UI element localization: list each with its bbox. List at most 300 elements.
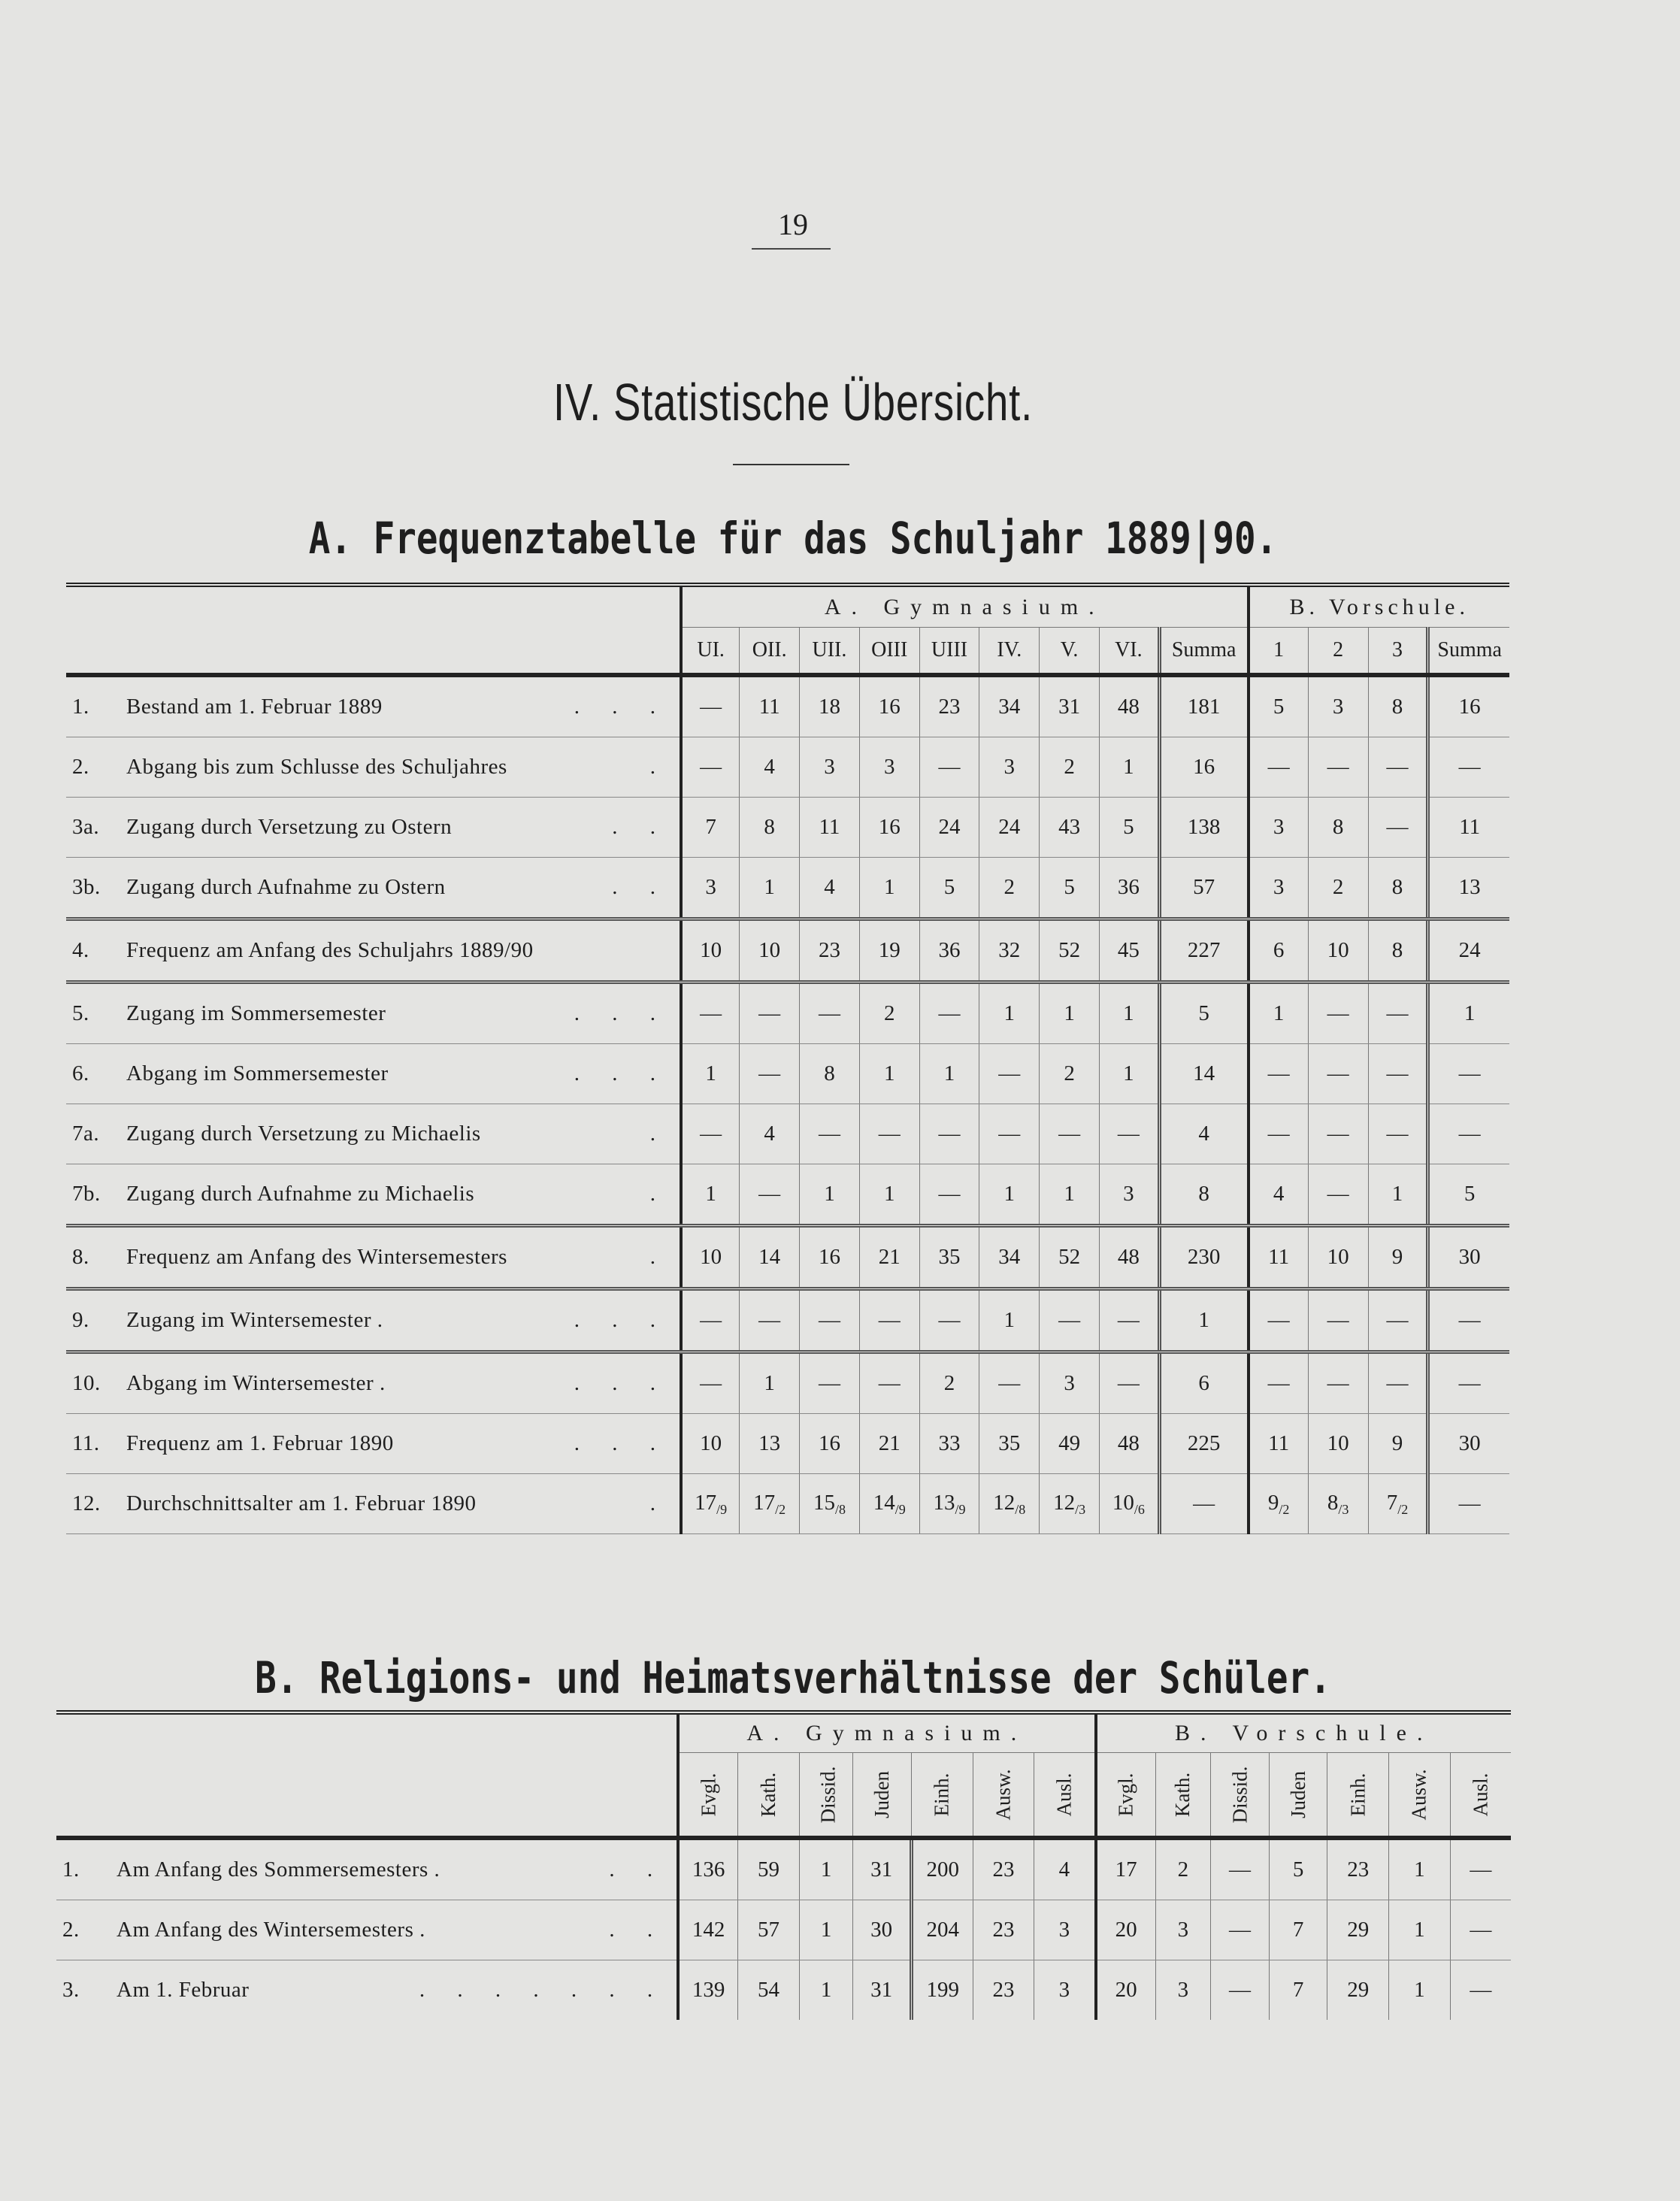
- table-cell: 23: [973, 1900, 1034, 1960]
- table-cell: 138: [1159, 798, 1248, 858]
- table-cell: 48: [1099, 675, 1159, 737]
- table-cell: 2: [979, 858, 1040, 919]
- row-label-text: Abgang im Sommersemester: [126, 1061, 389, 1085]
- age-years: 7: [1386, 1490, 1398, 1515]
- table-cell: —: [740, 1289, 800, 1352]
- table-cell: —: [1249, 737, 1309, 798]
- row-number: 3a.: [72, 815, 100, 839]
- table-cell: 1: [1099, 1044, 1159, 1104]
- row-label-text: Frequenz am Anfang des Wintersemesters: [126, 1245, 507, 1269]
- table-cell: 34: [979, 675, 1040, 737]
- table-cell: 31: [853, 1838, 912, 1900]
- age-cell: [681, 1474, 740, 1534]
- table-cell: 136: [678, 1838, 738, 1900]
- age-fraction: /9: [716, 1501, 728, 1517]
- row-label: [56, 1960, 678, 2021]
- table-cell: 7: [681, 798, 740, 858]
- leader-dots: .: [649, 1245, 670, 1269]
- table-cell: 13: [1428, 858, 1509, 919]
- table-cell: 8: [1368, 675, 1428, 737]
- table-cell: 3: [1308, 675, 1368, 737]
- age-years: 17: [695, 1490, 717, 1515]
- frequency-table: [66, 583, 1509, 1534]
- table-cell: 1: [799, 1900, 852, 1960]
- row-label: [66, 675, 681, 737]
- table-cell: —: [1368, 798, 1428, 858]
- row-label: [56, 1900, 678, 1960]
- header-spacer: [66, 628, 681, 676]
- table-row: [66, 1226, 1509, 1289]
- leader-dots: . . . . . . .: [419, 1978, 667, 2002]
- age-cell: [1308, 1474, 1368, 1534]
- table-cell: 3: [1155, 1960, 1211, 2021]
- table-cell: —: [1308, 1104, 1368, 1164]
- table-cell: 4: [740, 1104, 800, 1164]
- table-cell: 29: [1327, 1900, 1389, 1960]
- table-cell: 3: [1034, 1960, 1096, 2021]
- table-cell: —: [1450, 1900, 1511, 1960]
- column-header-vorschule-1: 1: [1249, 628, 1309, 676]
- page-title: IV. Statistische Übersicht.: [552, 373, 1034, 431]
- leader-dots: . . .: [574, 1431, 670, 1455]
- table-cell: —: [1428, 1474, 1509, 1534]
- row-label: [66, 798, 681, 858]
- column-header-kath: Kath.: [738, 1753, 800, 1839]
- religion-table: [56, 1710, 1511, 2020]
- row-number: 3.: [62, 1978, 80, 2002]
- table-cell: 5: [1159, 982, 1248, 1044]
- row-number: 2.: [72, 755, 89, 779]
- table-cell: 23: [1327, 1838, 1389, 1900]
- table-cell: 1: [1389, 1838, 1451, 1900]
- table-row: [56, 1838, 1511, 1900]
- table-cell: —: [1308, 1044, 1368, 1104]
- table-cell: 1: [1389, 1900, 1451, 1960]
- table-cell: 3: [1099, 1164, 1159, 1226]
- table-cell: 20: [1096, 1900, 1156, 1960]
- table-cell: 3: [1249, 858, 1309, 919]
- table-cell: 16: [1428, 675, 1509, 737]
- row-label: [66, 737, 681, 798]
- row-label-text: Zugang im Wintersemester .: [126, 1308, 383, 1332]
- row-number: 4.: [72, 938, 89, 962]
- table-cell: —: [740, 1164, 800, 1226]
- table-cell: —: [1249, 1352, 1309, 1414]
- table-cell: 21: [859, 1414, 919, 1474]
- table-cell: —: [800, 982, 860, 1044]
- table-cell: 1: [681, 1044, 740, 1104]
- table-cell: 23: [973, 1960, 1034, 2021]
- table-row: [66, 982, 1509, 1044]
- row-label-text: Abgang bis zum Schlusse des Schuljahres: [126, 755, 507, 779]
- table-cell: 1: [859, 1164, 919, 1226]
- table-cell: 11: [800, 798, 860, 858]
- table-cell: 225: [1159, 1414, 1248, 1474]
- table-cell: 48: [1099, 1414, 1159, 1474]
- row-number: 2.: [62, 1918, 80, 1942]
- group-header-gymnasium: A. Gymnasium.: [681, 585, 1248, 628]
- row-label-text: Am Anfang des Sommersemesters .: [117, 1857, 440, 1882]
- table-cell: 1: [1249, 982, 1309, 1044]
- table-cell: 7: [1269, 1900, 1327, 1960]
- table-cell: 1: [1099, 982, 1159, 1044]
- table-row: [66, 798, 1509, 858]
- table-cell: 8: [1368, 919, 1428, 982]
- row-number: 8.: [72, 1245, 89, 1269]
- table-cell: 204: [911, 1900, 973, 1960]
- table-cell: 1: [1389, 1960, 1451, 2021]
- table-cell: 8: [1308, 798, 1368, 858]
- row-number: 1.: [72, 695, 89, 719]
- table-cell: 1: [681, 1164, 740, 1226]
- header-spacer: [56, 1712, 678, 1753]
- table-cell: 16: [800, 1414, 860, 1474]
- row-number: 6.: [72, 1061, 89, 1085]
- row-label-text: Am 1. Februar: [117, 1978, 250, 2002]
- row-label-text: Abgang im Wintersemester .: [126, 1371, 386, 1395]
- row-number: 10.: [72, 1371, 101, 1395]
- table-cell: 8: [1159, 1164, 1248, 1226]
- table-cell: 3: [1034, 1900, 1096, 1960]
- leader-dots: . . .: [574, 1371, 670, 1395]
- table-cell: 36: [919, 919, 979, 982]
- row-label-text: Frequenz am 1. Februar 1890: [126, 1431, 394, 1455]
- table-cell: —: [681, 737, 740, 798]
- table-cell: 5: [1249, 675, 1309, 737]
- age-cell: [1099, 1474, 1159, 1534]
- table-cell: 5: [919, 858, 979, 919]
- table-cell: 32: [979, 919, 1040, 982]
- age-years: 10: [1112, 1490, 1134, 1515]
- table-cell: 6: [1249, 919, 1309, 982]
- table-cell: 10: [740, 919, 800, 982]
- table-cell: 4: [1249, 1164, 1309, 1226]
- table-cell: 1: [799, 1838, 852, 1900]
- table-cell: —: [1099, 1352, 1159, 1414]
- table-cell: 52: [1040, 919, 1100, 982]
- table-cell: 16: [859, 798, 919, 858]
- table-cell: 23: [973, 1838, 1034, 1900]
- table-cell: 1: [1099, 737, 1159, 798]
- table-cell: —: [919, 1164, 979, 1226]
- row-label: [66, 1104, 681, 1164]
- column-header-evgl: Evgl.: [678, 1753, 738, 1839]
- age-fraction: /2: [1279, 1501, 1290, 1517]
- table-cell: —: [1368, 1352, 1428, 1414]
- table-cell: 2: [859, 982, 919, 1044]
- table-cell: 59: [738, 1838, 800, 1900]
- table-cell: —: [859, 1352, 919, 1414]
- row-label-text: Zugang im Sommersemester: [126, 1001, 386, 1025]
- table-row: [66, 1164, 1509, 1226]
- table-cell: 30: [1428, 1226, 1509, 1289]
- table-cell: 9: [1368, 1414, 1428, 1474]
- row-label: [66, 982, 681, 1044]
- age-fraction: /9: [955, 1501, 966, 1517]
- table-cell: —: [1040, 1104, 1100, 1164]
- table-cell: 24: [979, 798, 1040, 858]
- table-cell: —: [681, 1289, 740, 1352]
- row-label: [66, 1289, 681, 1352]
- table-cell: 2: [1040, 1044, 1100, 1104]
- row-label-text: Durchschnittsalter am 1. Februar 1890: [126, 1491, 477, 1515]
- table-row: [66, 1474, 1509, 1534]
- row-label-text: Zugang durch Versetzung zu Michaelis: [126, 1122, 481, 1146]
- table-cell: 139: [678, 1960, 738, 2021]
- table-cell: —: [1368, 1044, 1428, 1104]
- table-cell: 49: [1040, 1414, 1100, 1474]
- table-cell: 34: [979, 1226, 1040, 1289]
- table-cell: —: [740, 982, 800, 1044]
- row-number: 5.: [72, 1001, 89, 1025]
- section-a-title: A. Frequenztabelle für das Schuljahr 1889|90.: [308, 513, 1278, 564]
- table-cell: 3: [859, 737, 919, 798]
- table-cell: —: [1159, 1474, 1248, 1534]
- column-header-kath: Kath.: [1155, 1753, 1211, 1839]
- table-cell: 36: [1099, 858, 1159, 919]
- age-cell: [919, 1474, 979, 1534]
- leader-dots: . . .: [574, 1061, 670, 1085]
- leader-dots: . . .: [574, 1001, 670, 1025]
- table-cell: 24: [919, 798, 979, 858]
- table-cell: 181: [1159, 675, 1248, 737]
- row-label: [66, 1164, 681, 1226]
- age-fraction: /9: [894, 1501, 906, 1517]
- table-cell: —: [919, 737, 979, 798]
- table-cell: 3: [1155, 1900, 1211, 1960]
- table-cell: 30: [853, 1900, 912, 1960]
- age-fraction: /8: [1015, 1501, 1026, 1517]
- table-cell: —: [1368, 1104, 1428, 1164]
- age-years: 17: [753, 1490, 776, 1515]
- section-b-title: B. Religions- und Heimatsverhältnisse der Schüler.: [255, 1652, 1331, 1703]
- table-cell: 1: [919, 1044, 979, 1104]
- age-years: 13: [933, 1490, 955, 1515]
- table-cell: 5: [1099, 798, 1159, 858]
- table-row: [66, 1352, 1509, 1414]
- table-cell: —: [979, 1352, 1040, 1414]
- row-label: [66, 1414, 681, 1474]
- table-cell: —: [1211, 1838, 1270, 1900]
- table-cell: 2: [1308, 858, 1368, 919]
- table-cell: 1: [800, 1164, 860, 1226]
- leader-dots: . .: [609, 1918, 667, 1942]
- table-cell: 3: [1249, 798, 1309, 858]
- table-cell: 1: [979, 1164, 1040, 1226]
- leader-dots: .: [649, 755, 670, 779]
- age-years: 8: [1327, 1490, 1339, 1515]
- table-cell: —: [1211, 1900, 1270, 1960]
- table-cell: 31: [1040, 675, 1100, 737]
- table-cell: 230: [1159, 1226, 1248, 1289]
- table-cell: 4: [1159, 1104, 1248, 1164]
- table-cell: 4: [1034, 1838, 1096, 1900]
- table-cell: 18: [800, 675, 860, 737]
- table-cell: 17: [1096, 1838, 1156, 1900]
- table-cell: 1: [1368, 1164, 1428, 1226]
- table-cell: —: [1040, 1289, 1100, 1352]
- table-cell: 1: [1428, 982, 1509, 1044]
- table-cell: 8: [740, 798, 800, 858]
- column-header-v: V.: [1040, 628, 1100, 676]
- table-cell: 5: [1428, 1164, 1509, 1226]
- table-cell: —: [1428, 737, 1509, 798]
- age-fraction: /3: [1338, 1501, 1349, 1517]
- table-cell: —: [740, 1044, 800, 1104]
- page-number-ornament: [752, 248, 831, 250]
- table-cell: —: [1308, 737, 1368, 798]
- table-cell: 227: [1159, 919, 1248, 982]
- leader-dots: .: [649, 1122, 670, 1146]
- age-cell: [859, 1474, 919, 1534]
- leader-dots: . . .: [574, 695, 670, 719]
- row-label: [56, 1838, 678, 1900]
- table-cell: —: [859, 1104, 919, 1164]
- table-cell: —: [800, 1104, 860, 1164]
- table-cell: 1: [740, 858, 800, 919]
- age-fraction: /8: [834, 1501, 846, 1517]
- table-cell: 14: [740, 1226, 800, 1289]
- column-header-juden: Juden: [853, 1753, 912, 1839]
- table-cell: 11: [740, 675, 800, 737]
- column-header-ausw: Ausw.: [1389, 1753, 1451, 1839]
- age-cell: [1249, 1474, 1309, 1534]
- age-cell: [740, 1474, 800, 1534]
- column-header-iv: IV.: [979, 628, 1040, 676]
- table-cell: 199: [911, 1960, 973, 2021]
- table-row: [66, 675, 1509, 737]
- table-cell: 35: [919, 1226, 979, 1289]
- table-cell: —: [1249, 1104, 1309, 1164]
- table-cell: 35: [979, 1414, 1040, 1474]
- row-number: 7b.: [72, 1182, 101, 1206]
- header-spacer: [56, 1753, 678, 1839]
- table-cell: 10: [1308, 1414, 1368, 1474]
- row-label: [66, 1226, 681, 1289]
- header-spacer: [66, 585, 681, 628]
- table-cell: —: [1428, 1289, 1509, 1352]
- table-cell: 21: [859, 1226, 919, 1289]
- row-label-text: Zugang durch Aufnahme zu Michaelis: [126, 1182, 475, 1206]
- table-cell: —: [681, 1104, 740, 1164]
- table-cell: 1: [859, 1044, 919, 1104]
- column-header-ausw: Ausw.: [973, 1753, 1034, 1839]
- table-cell: —: [1249, 1289, 1309, 1352]
- leader-dots: . . .: [574, 1308, 670, 1332]
- table-cell: —: [1428, 1352, 1509, 1414]
- table-cell: 10: [1308, 1226, 1368, 1289]
- row-label-text: Bestand am 1. Februar 1889: [126, 695, 383, 719]
- table-cell: 2: [919, 1352, 979, 1414]
- table-cell: 13: [740, 1414, 800, 1474]
- column-header-vorschule-3: 3: [1368, 628, 1428, 676]
- column-header-dissid: Dissid.: [799, 1753, 852, 1839]
- table-cell: 1: [740, 1352, 800, 1414]
- table-cell: 30: [1428, 1414, 1509, 1474]
- table-row: [66, 1289, 1509, 1352]
- table-cell: —: [1450, 1960, 1511, 2021]
- age-cell: [800, 1474, 860, 1534]
- table-cell: 11: [1428, 798, 1509, 858]
- table-cell: —: [1211, 1960, 1270, 2021]
- table-cell: 1: [859, 858, 919, 919]
- table-cell: 24: [1428, 919, 1509, 982]
- table-cell: 8: [800, 1044, 860, 1104]
- table-row: [56, 1960, 1511, 2021]
- age-years: 12: [1053, 1490, 1076, 1515]
- row-label: [66, 858, 681, 919]
- table-cell: 57: [1159, 858, 1248, 919]
- table-cell: 10: [681, 1414, 740, 1474]
- table-cell: 10: [681, 919, 740, 982]
- table-cell: 16: [1159, 737, 1248, 798]
- table-cell: 16: [800, 1226, 860, 1289]
- table-cell: 16: [859, 675, 919, 737]
- table-cell: 54: [738, 1960, 800, 2021]
- table-cell: —: [1249, 1044, 1309, 1104]
- table-cell: —: [919, 1104, 979, 1164]
- age-years: 9: [1267, 1490, 1279, 1515]
- table-cell: 8: [1368, 858, 1428, 919]
- table-cell: —: [1099, 1289, 1159, 1352]
- table-cell: 9: [1368, 1226, 1428, 1289]
- row-number: 1.: [62, 1857, 80, 1882]
- age-fraction: /3: [1075, 1501, 1086, 1517]
- table-cell: 19: [859, 919, 919, 982]
- table-cell: —: [1308, 1164, 1368, 1226]
- table-cell: 3: [681, 858, 740, 919]
- table-cell: —: [919, 982, 979, 1044]
- table-cell: 1: [1159, 1289, 1248, 1352]
- column-header-summa: Summa: [1159, 628, 1248, 676]
- table-cell: 142: [678, 1900, 738, 1960]
- table-cell: 23: [800, 919, 860, 982]
- age-years: 12: [993, 1490, 1016, 1515]
- table-cell: —: [1428, 1044, 1509, 1104]
- table-cell: 14: [1159, 1044, 1248, 1104]
- table-cell: —: [1099, 1104, 1159, 1164]
- leader-dots: . .: [609, 1857, 667, 1882]
- column-header-ui: UI.: [681, 628, 740, 676]
- table-cell: —: [979, 1104, 1040, 1164]
- table-cell: 20: [1096, 1960, 1156, 2021]
- row-label: [66, 919, 681, 982]
- table-row: [66, 737, 1509, 798]
- table-cell: 5: [1269, 1838, 1327, 1900]
- table-row: [66, 1044, 1509, 1104]
- row-label: [66, 1044, 681, 1104]
- column-header-ausl: Ausl.: [1034, 1753, 1096, 1839]
- table-cell: 52: [1040, 1226, 1100, 1289]
- table-cell: 11: [1249, 1226, 1309, 1289]
- column-header-ausl: Ausl.: [1450, 1753, 1511, 1839]
- table-cell: 29: [1327, 1960, 1389, 2021]
- row-label-text: Frequenz am Anfang des Schuljahrs 1889/90: [126, 938, 534, 962]
- row-number: 12.: [72, 1491, 101, 1515]
- row-label-text: Zugang durch Aufnahme zu Ostern: [126, 875, 446, 899]
- group-header-vorschule: B. Vorschule.: [1096, 1712, 1511, 1753]
- table-cell: —: [681, 1352, 740, 1414]
- table-cell: 10: [681, 1226, 740, 1289]
- row-number: 9.: [72, 1308, 89, 1332]
- table-cell: —: [1368, 1289, 1428, 1352]
- table-cell: 2: [1040, 737, 1100, 798]
- age-cell: [979, 1474, 1040, 1534]
- table-cell: 10: [1308, 919, 1368, 982]
- age-fraction: /6: [1134, 1501, 1145, 1517]
- column-header-dissid: Dissid.: [1211, 1753, 1270, 1839]
- table-cell: 2: [1155, 1838, 1211, 1900]
